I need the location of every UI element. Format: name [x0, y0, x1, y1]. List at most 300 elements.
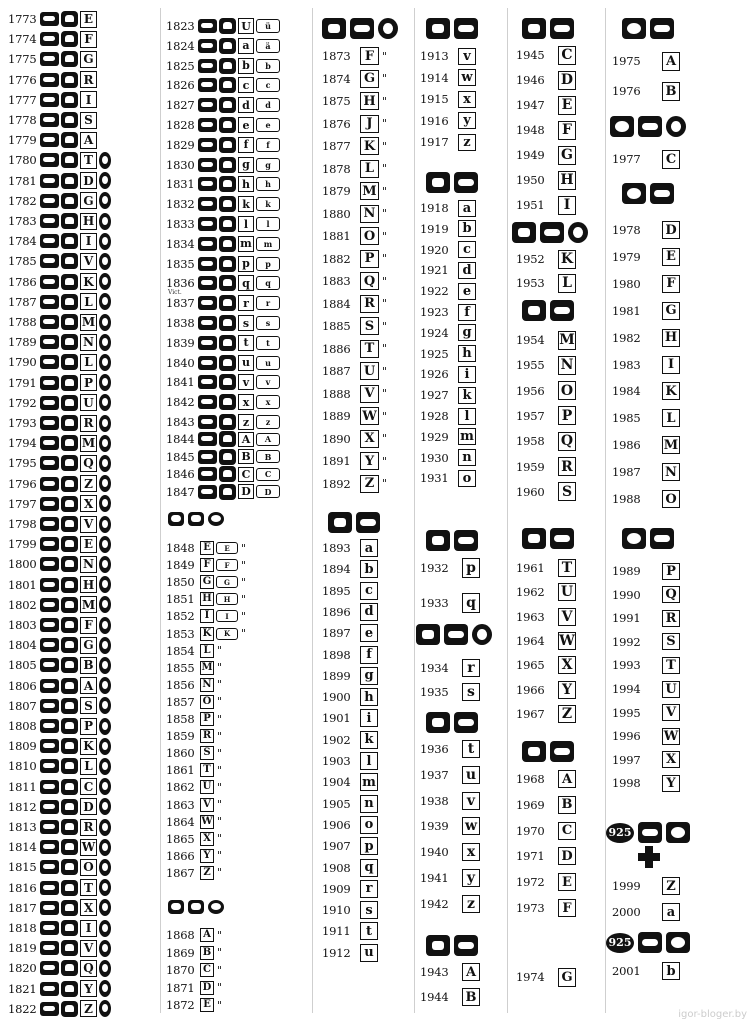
- date-letter-mark: B: [462, 988, 480, 1006]
- date-letter-mark: l: [360, 752, 378, 770]
- year-row: [612, 901, 680, 923]
- sovereign-head-icon: [99, 960, 111, 977]
- year-row: [166, 253, 280, 275]
- date-letter-mark: M: [81, 597, 96, 612]
- year-label: 1913: [420, 49, 449, 63]
- year-label: 1818: [8, 921, 37, 935]
- ditto-mark: ": [217, 763, 223, 777]
- date-letter-mark: D: [558, 847, 576, 865]
- hallmark-header: [416, 624, 492, 645]
- date-letter-mark: E: [662, 248, 680, 266]
- crown-mark-icon: [61, 435, 78, 451]
- hallmark-header: [522, 528, 574, 549]
- year-row: [420, 447, 476, 469]
- date-letter-mark: N: [80, 334, 97, 351]
- year-row: [322, 473, 387, 495]
- sovereign-head-icon: [99, 657, 111, 674]
- year-label: 1833: [166, 217, 195, 231]
- year-label: 1831: [166, 177, 195, 192]
- sovereign-head-icon: [99, 213, 111, 230]
- year-row: [8, 957, 111, 979]
- date-letter-mark: U: [558, 583, 576, 601]
- crown-mark-icon: [61, 51, 78, 67]
- year-label: 1911: [322, 924, 351, 939]
- hallmark-header: [512, 222, 588, 243]
- year-label: 1877: [322, 139, 351, 153]
- year-label: 1845: [166, 449, 195, 464]
- sovereign-head-icon: [99, 455, 111, 472]
- year-label: 1889: [322, 409, 351, 423]
- crown-mark-icon: [61, 92, 78, 108]
- lion-passant-icon: [168, 900, 184, 914]
- sovereign-head-icon: [99, 475, 111, 492]
- year-row: [420, 467, 476, 489]
- year-row: [8, 978, 111, 1000]
- date-letter-mark: W: [559, 632, 575, 649]
- date-letter-mark: m: [360, 773, 378, 791]
- crown-mark-icon: [61, 819, 78, 835]
- sovereign-head-icon: [99, 334, 111, 351]
- year-label: 1936: [420, 742, 449, 756]
- crown-mark-icon: [512, 222, 536, 243]
- ditto-mark: ": [382, 364, 388, 378]
- date-letter-mark: u: [238, 355, 254, 371]
- crown-mark-icon: [61, 11, 78, 27]
- year-row: [8, 574, 111, 596]
- date-letter-mark: O: [80, 859, 97, 876]
- year-row: [516, 272, 576, 294]
- year-label: 1984: [612, 384, 641, 399]
- crown-mark-icon: [522, 300, 546, 321]
- year-row: [8, 937, 111, 959]
- year-label: 1802: [8, 597, 37, 612]
- sovereign-head-icon: [99, 415, 111, 432]
- lion-passant-icon: [40, 961, 59, 975]
- year-label: 1881: [322, 229, 351, 243]
- rose-mark-icon: [610, 116, 634, 137]
- year-label: 1979: [612, 249, 641, 264]
- duty-mark: l: [256, 217, 280, 231]
- year-label: 1860: [166, 746, 195, 761]
- year-label: 1821: [8, 981, 37, 996]
- year-label: 1996: [612, 729, 641, 744]
- year-row: [420, 343, 476, 365]
- year-row: [516, 966, 576, 988]
- date-letter-mark: W: [360, 407, 379, 425]
- year-row: [8, 149, 111, 171]
- year-label: 1928: [420, 409, 449, 423]
- year-label: 1950: [516, 173, 545, 187]
- year-row: [8, 69, 97, 91]
- year-label: 1972: [516, 875, 545, 890]
- lion-passant-icon: [40, 93, 59, 107]
- crown-mark-icon: [61, 718, 78, 734]
- year-label: 1819: [8, 941, 37, 956]
- date-letter-mark: I: [80, 920, 97, 937]
- duty-mark: H: [216, 593, 238, 605]
- year-row: [8, 291, 111, 313]
- rose-mark-icon: [622, 183, 646, 204]
- lion-passant-icon: [540, 222, 564, 243]
- duty-mark: d: [256, 98, 280, 112]
- year-label: 1838: [166, 316, 195, 330]
- lion-passant-icon: [40, 557, 59, 571]
- sovereign-head-icon: [99, 233, 111, 250]
- date-letter-mark: X: [558, 656, 576, 674]
- year-row: [420, 961, 480, 983]
- year-label: 1863: [166, 797, 195, 812]
- date-letter-mark: V: [558, 608, 576, 626]
- crown-mark-icon: [61, 375, 78, 391]
- rose-mark-icon: [666, 822, 690, 843]
- date-letter-mark: E: [200, 541, 214, 555]
- crown-mark-icon: [61, 779, 78, 795]
- crown-mark-icon: [61, 132, 78, 148]
- duty-mark: E: [216, 542, 238, 554]
- sovereign-head-icon: [99, 859, 111, 876]
- year-row: [516, 169, 576, 191]
- date-letter-mark: X: [80, 495, 97, 512]
- year-row: [612, 273, 680, 295]
- date-letter-mark: A: [238, 432, 254, 447]
- year-label: 1804: [8, 638, 37, 653]
- year-row: [516, 119, 576, 141]
- year-label: 1815: [8, 860, 37, 875]
- year-label: 1944: [420, 990, 449, 1004]
- lion-passant-icon: [454, 172, 478, 193]
- ditto-mark: ": [382, 207, 388, 220]
- hallmark-header: [606, 822, 690, 843]
- year-row: [166, 35, 280, 57]
- year-row: [612, 607, 680, 629]
- date-letter-mark: q: [238, 275, 254, 291]
- year-row: [612, 678, 680, 700]
- ditto-mark: ": [382, 49, 388, 63]
- date-letter-mark: W: [201, 815, 213, 827]
- date-letter-mark: Y: [558, 681, 576, 699]
- date-letter-mark: I: [662, 356, 680, 374]
- year-row: [420, 738, 480, 760]
- year-label: 1937: [420, 767, 449, 782]
- date-letter-mark: Z: [80, 475, 97, 492]
- year-label: 1853: [166, 626, 195, 641]
- year-row: [8, 695, 111, 717]
- year-row: [8, 634, 111, 656]
- date-letter-mark: C: [200, 963, 214, 977]
- column-1913-1944: [420, 0, 506, 1024]
- year-label: 1942: [420, 896, 449, 911]
- date-letter-mark: J: [360, 115, 379, 133]
- date-letter-mark: U: [200, 780, 214, 794]
- year-row: [8, 48, 97, 70]
- ditto-mark: ": [382, 387, 388, 400]
- date-letter-mark: P: [662, 563, 680, 580]
- date-letter-mark: Y: [80, 980, 97, 997]
- year-row: [166, 154, 280, 176]
- year-label: 1904: [322, 775, 351, 790]
- year-row: [322, 203, 387, 225]
- date-letter-mark: S: [662, 633, 680, 650]
- ditto-mark: ": [217, 946, 223, 959]
- year-label: 1869: [166, 945, 195, 960]
- year-row: [8, 230, 111, 252]
- date-letter-mark: Q: [80, 960, 97, 977]
- date-letter-mark: D: [558, 71, 576, 90]
- date-letter-mark: P: [360, 250, 379, 268]
- year-row: [612, 50, 680, 72]
- date-letter-mark: T: [200, 763, 214, 777]
- date-letter-mark: F: [360, 47, 379, 65]
- date-letter-mark: N: [200, 678, 214, 692]
- date-letter-mark: G: [80, 51, 97, 68]
- crown-mark-icon: [426, 712, 450, 733]
- sovereign-head-icon: [208, 900, 224, 914]
- date-letter-mark: D: [80, 798, 97, 815]
- year-row: [8, 271, 111, 293]
- date-letter-mark: V: [80, 940, 97, 957]
- lion-passant-icon: [40, 982, 59, 996]
- crown-mark-icon: [219, 335, 236, 351]
- date-letter-mark: Z: [558, 705, 576, 723]
- year-label: 1956: [516, 383, 545, 398]
- date-letter-mark: a: [360, 539, 378, 557]
- year-row: [8, 755, 111, 777]
- date-letter-mark: d: [458, 262, 476, 279]
- date-letter-mark: v: [238, 374, 254, 390]
- year-label: 1843: [166, 415, 195, 429]
- year-label: 1868: [166, 928, 195, 942]
- year-row: [8, 432, 111, 454]
- duty-mark: p: [256, 257, 280, 271]
- date-letter-mark: I: [200, 609, 214, 623]
- lion-passant-icon: [40, 921, 59, 935]
- date-letter-mark: f: [238, 137, 254, 153]
- date-letter-mark: O: [360, 227, 379, 245]
- date-letter-mark: M: [81, 315, 96, 329]
- year-row: [322, 135, 387, 157]
- crown-mark-icon: [219, 77, 236, 93]
- year-label: 1852: [166, 609, 195, 624]
- year-label: 1879: [322, 184, 351, 198]
- year-label: 1848: [166, 541, 195, 555]
- year-label: 1783: [8, 214, 37, 228]
- date-letter-mark: m: [458, 428, 476, 445]
- date-letter-mark: N: [662, 463, 680, 481]
- year-row: [322, 293, 387, 315]
- year-label: 1782: [8, 193, 37, 208]
- crown-mark-icon: [522, 528, 546, 549]
- year-row: [420, 322, 476, 344]
- column-1945-1974: [516, 0, 604, 1024]
- year-label: 1949: [516, 148, 545, 162]
- year-label: 1896: [322, 604, 351, 619]
- year-label: 1814: [8, 840, 37, 855]
- lion-passant-icon: [40, 234, 59, 248]
- date-letter-mark: H: [558, 171, 576, 190]
- date-letter-mark: k: [360, 731, 378, 749]
- crown-mark-icon: [219, 157, 236, 173]
- year-row: [8, 836, 111, 858]
- year-row: [420, 657, 480, 679]
- crown-mark-icon: [61, 981, 78, 997]
- sterling-925-mark: 925: [606, 823, 634, 843]
- date-letter-mark: E: [200, 998, 214, 1012]
- year-label: 1798: [8, 517, 37, 531]
- year-row: [166, 391, 280, 413]
- year-label: 1974: [516, 970, 545, 984]
- year-row: [322, 814, 378, 836]
- year-row: [166, 352, 280, 374]
- date-letter-mark: A: [80, 132, 97, 149]
- date-letter-mark: U: [662, 681, 680, 698]
- ditto-mark: ": [241, 609, 247, 623]
- crown-mark-icon: [61, 496, 78, 512]
- ditto-mark: ": [217, 712, 223, 726]
- year-row: [612, 654, 680, 676]
- ditto-mark: ": [217, 849, 223, 863]
- column-1773-1822: [8, 0, 158, 1024]
- lion-passant-icon: [454, 712, 478, 733]
- date-letter-mark: G: [200, 575, 214, 589]
- lion-passant-icon: [198, 296, 217, 310]
- lion-passant-icon: [40, 396, 59, 410]
- column-1873-1912: [322, 0, 412, 1024]
- year-row: [612, 219, 680, 241]
- year-label: 1813: [8, 820, 37, 834]
- year-label: 1953: [516, 276, 545, 290]
- date-letter-mark: a: [238, 38, 254, 54]
- column-divider: [507, 8, 508, 1013]
- duty-mark: m: [256, 237, 280, 251]
- date-letter-mark: N: [360, 205, 379, 223]
- year-label: 1876: [322, 116, 351, 131]
- date-letter-mark: P: [80, 718, 97, 735]
- year-label: 1926: [420, 367, 449, 382]
- year-row: [322, 857, 378, 879]
- date-letter-mark: F: [558, 121, 576, 140]
- lion-passant-icon: [40, 315, 59, 329]
- date-letter-mark: z: [238, 414, 254, 430]
- year-label: 1847: [166, 484, 195, 499]
- year-label: 1785: [8, 254, 37, 269]
- date-letter-mark: L: [80, 354, 97, 371]
- year-row: [8, 816, 111, 838]
- year-label: 1981: [612, 303, 641, 318]
- year-label: 1884: [322, 296, 351, 311]
- sovereign-head-icon: [99, 293, 111, 310]
- year-label: 1812: [8, 799, 37, 814]
- date-letter-mark: S: [80, 697, 97, 714]
- year-label: 1870: [166, 963, 195, 977]
- date-letter-mark: N: [558, 356, 576, 375]
- date-letter-mark: B: [238, 449, 254, 464]
- year-label: 1968: [516, 772, 545, 786]
- year-row: [322, 270, 387, 292]
- year-row: [322, 90, 387, 112]
- crown-mark-icon: [61, 112, 78, 128]
- date-letter-mark: i: [458, 366, 476, 383]
- date-letter-mark: B: [200, 946, 214, 960]
- date-letter-mark: H: [80, 576, 97, 593]
- crown-mark-icon: [61, 839, 78, 855]
- crown-mark-icon: [219, 256, 236, 272]
- year-row: [420, 131, 476, 153]
- hallmark-header: [322, 18, 398, 39]
- rose-mark-icon: [622, 528, 646, 549]
- date-letter-mark: X: [200, 832, 214, 846]
- year-row: [420, 197, 476, 219]
- rose-mark-icon: [622, 18, 646, 39]
- year-label: 1980: [612, 276, 641, 291]
- year-row: [420, 363, 476, 385]
- crown-mark-icon: [61, 657, 78, 673]
- year-label: 1797: [8, 496, 37, 511]
- sovereign-head-icon: [99, 516, 111, 533]
- lion-passant-icon: [198, 467, 217, 481]
- year-label: 1969: [516, 797, 545, 812]
- column-divider: [160, 8, 161, 1013]
- year-label: 1849: [166, 558, 195, 573]
- year-label: 1841: [166, 375, 195, 390]
- date-letter-mark: X: [80, 899, 97, 916]
- year-row: [166, 481, 280, 503]
- date-letter-mark: E: [558, 873, 576, 891]
- year-row: [8, 675, 111, 697]
- year-label: 1856: [166, 677, 195, 692]
- lion-passant-icon: [650, 183, 674, 204]
- sovereign-head-icon: [99, 940, 111, 957]
- year-row: [516, 481, 576, 503]
- date-letter-mark: e: [458, 283, 476, 300]
- date-letter-mark: I: [80, 91, 97, 108]
- ditto-mark: ": [217, 981, 223, 994]
- year-row: [612, 407, 680, 429]
- sovereign-head-icon: [472, 624, 492, 645]
- crown-mark-icon: [219, 355, 236, 371]
- date-letter-mark: F: [662, 275, 680, 293]
- date-letter-mark: d: [238, 97, 254, 113]
- date-letter-mark: D: [662, 221, 680, 239]
- year-row: [516, 820, 576, 842]
- ditto-mark: ": [382, 297, 388, 310]
- year-label: 1962: [516, 585, 545, 600]
- year-row: [166, 134, 280, 156]
- hallmark-header: [426, 935, 478, 956]
- date-letter-mark: L: [558, 274, 576, 293]
- hallmark-header: [610, 116, 686, 137]
- year-row: [322, 225, 387, 247]
- year-row: [420, 893, 480, 915]
- lion-passant-icon: [198, 217, 217, 231]
- date-letter-mark: q: [360, 859, 378, 877]
- year-row: [612, 246, 680, 268]
- year-row: [612, 354, 680, 376]
- date-letter-mark: b: [662, 962, 680, 980]
- lion-passant-icon: [40, 456, 59, 470]
- date-letter-mark: C: [558, 822, 576, 840]
- year-label: 1827: [166, 98, 195, 113]
- crown-mark-icon: [61, 334, 78, 350]
- lion-passant-icon: [198, 237, 217, 251]
- ditto-mark: ": [382, 184, 388, 198]
- crown-mark-icon: [61, 173, 78, 189]
- date-letter-mark: y: [458, 112, 476, 129]
- duty-mark: v: [256, 375, 280, 389]
- year-label: 1959: [516, 459, 545, 474]
- date-letter-mark: L: [80, 758, 97, 775]
- year-label: 1854: [166, 643, 195, 658]
- date-letter-mark: U: [238, 18, 254, 34]
